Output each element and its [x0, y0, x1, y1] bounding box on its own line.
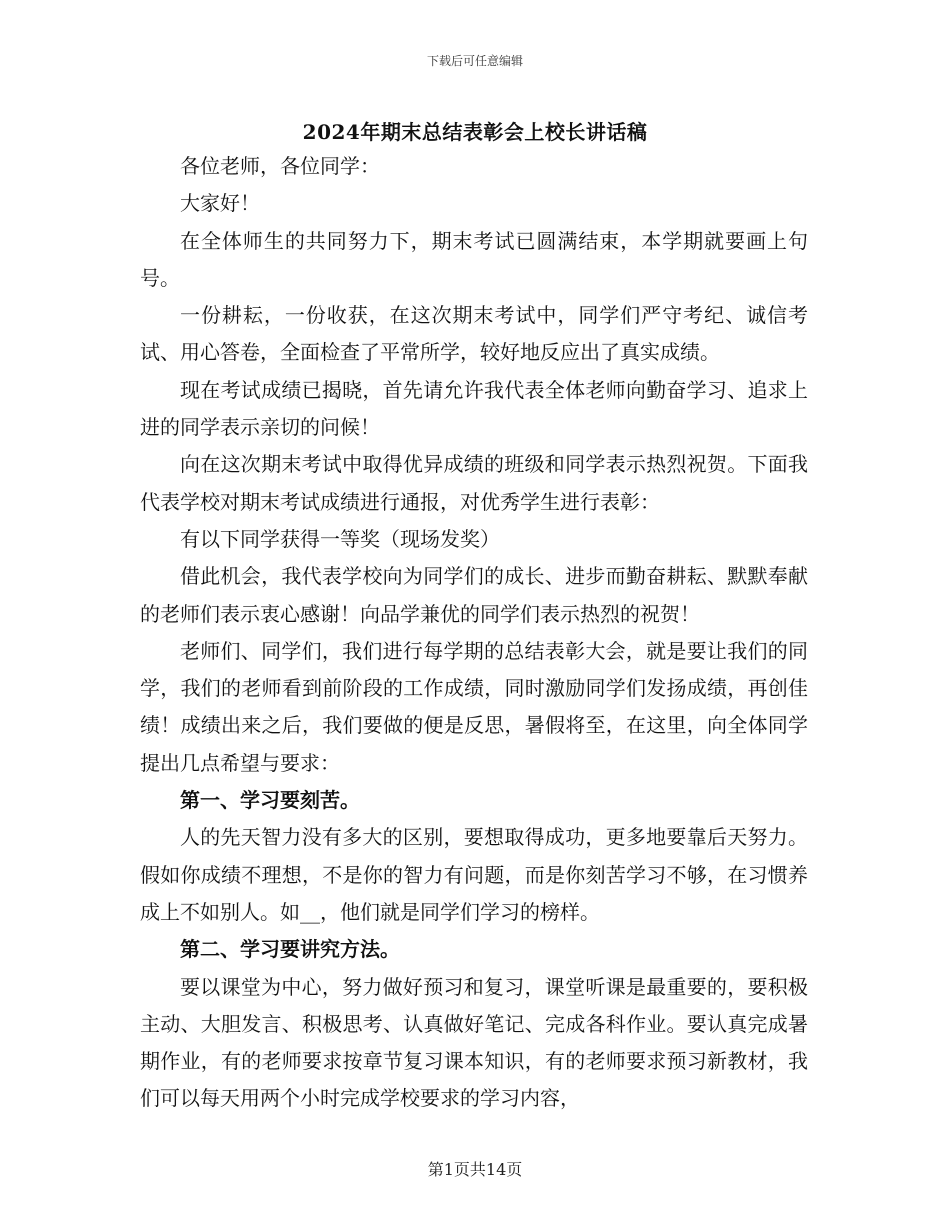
document-title: 2024年期末总结表彰会上校长讲话稿	[302, 120, 648, 144]
greeting-paragraph: 各位老师，各位同学：	[180, 154, 380, 178]
body-paragraph: 人的先天智力没有多大的区别，要想取得成功，更多地要靠后天努力。假如你成绩不理想，不是你的智力有问题，而是你刻苦学习不够，在习惯养成上不如别人。如__，他们就是同学们学习的榜样。	[140, 825, 808, 924]
body-paragraph: 在全体师生的共同努力下，期末考试已圆满结束，本学期就要画上句号。	[140, 228, 808, 290]
body-paragraph: 借此机会，我代表学校向为同学们的成长、进步而勤奋耕耘、默默奉献的老师们表示衷心感谢！向品学兼优的同学们表示热烈的祝贺！	[140, 564, 808, 626]
page-number: 第1页共14页	[427, 1160, 523, 1179]
section-heading: 第一、学习要刻苦。	[180, 788, 360, 813]
hello-paragraph: 大家好！	[180, 191, 260, 216]
body-paragraph: 要以课堂为中心，努力做好预习和复习，课堂听课是最重要的，要积极主动、大胆发言、积极思考、认真做好笔记、完成各科作业。要认真完成暑期作业，有的老师要求按章节复习课本知识，有的老师要求预习新教材，我们可以每天用两个小时完成学校要求的学习内容，	[140, 974, 808, 1111]
document-body	[140, 148, 808, 1118]
body-paragraph: 向在这次期末考试中取得优异成绩的班级和同学表示热烈祝贺。下面我代表学校对期末考试成绩进行通报，对优秀学生进行表彰：	[140, 452, 808, 514]
body-paragraph: 老师们、同学们，我们进行每学期的总结表彰大会，就是要让我们的同学，我们的老师看到前阶段的工作成绩，同时激励同学们发扬成绩，再创佳绩！成绩出来之后，我们要做的便是反思，暑假将至，在这里，向全体同学提出几点希望与要求：	[140, 638, 808, 775]
body-paragraph: 一份耕耘，一份收获，在这次期末考试中，同学们严守考纪、诚信考试、用心答卷，全面检查了平常所学，较好地反应出了真实成绩。	[140, 303, 808, 365]
body-paragraph: 有以下同学获得一等奖（现场发奖）	[180, 526, 500, 551]
section-heading: 第二、学习要讲究方法。	[180, 937, 400, 962]
body-paragraph: 现在考试成绩已揭晓，首先请允许我代表全体老师向勤奋学习、追求上进的同学表示亲切的问候！	[140, 377, 808, 440]
header-note: 下载后可任意编辑	[426, 54, 523, 68]
